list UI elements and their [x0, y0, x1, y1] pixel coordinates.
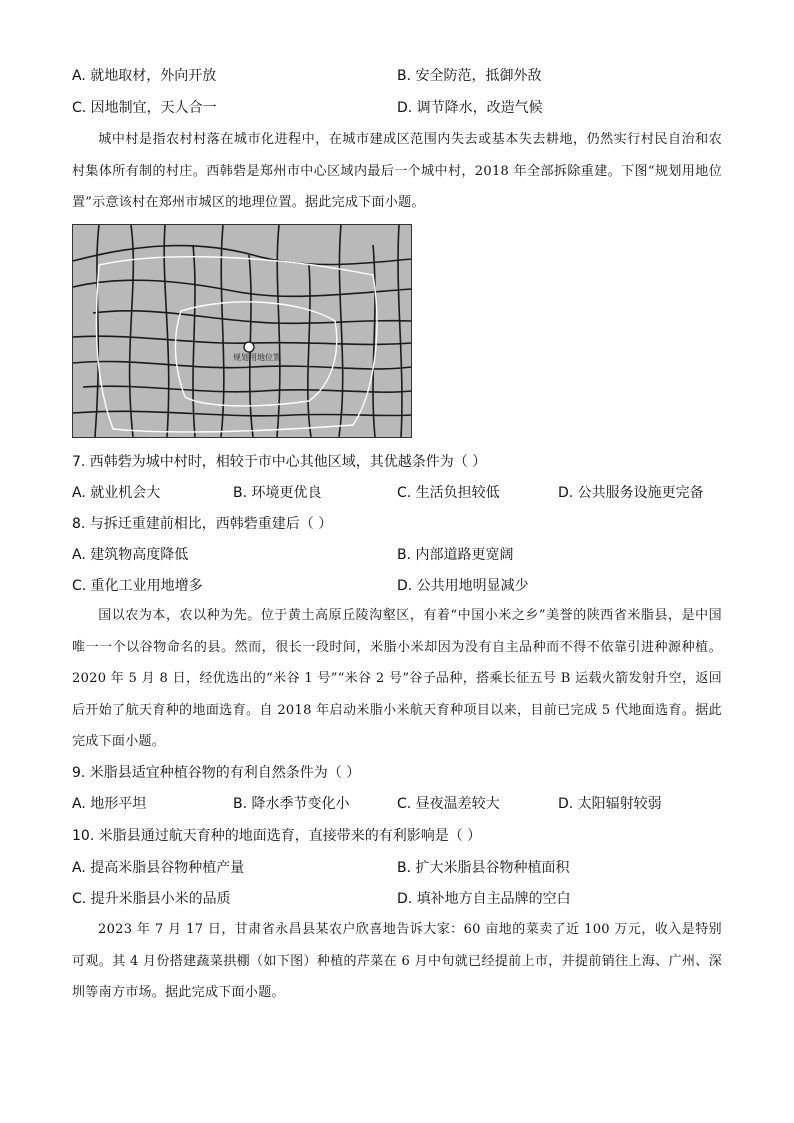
q10-option-d: D. 填补地方自主品牌的空白: [397, 891, 571, 907]
q7-option-b: B. 环境更优良: [233, 485, 322, 501]
q10-option-b: B. 扩大米脂县谷物种植面积: [397, 860, 570, 876]
q8-option-d: D. 公共用地明显减少: [397, 578, 529, 594]
q6-option-c: C. 因地制宜，天人合一: [72, 100, 217, 116]
road-network-svg: [73, 225, 411, 437]
q8-option-c: C. 重化工业用地增多: [72, 578, 203, 594]
passage-yongchang-vegetables: [72, 914, 722, 1009]
q7-option-c: C. 生活负担较低: [397, 485, 500, 501]
passage-mizhi-millet-text: 国以农为本，农以种为先。位于黄土高原丘陵沟壑区，有着“中国小米之乡”美誉的陕西省米脂县，是中国唯一一个以谷物命名的县。然而，很长一段时间，米脂小米却因为没有自主品种而不得不依靠引进种源种植。2020 年 5 月 8 日，经优选出的“米谷 1 号”“米谷 2 号”谷子品种，搭乘长征五号 B 运载火箭发射升空，返回后开始了航天育种的地面选育。自 2018 年启动米脂小米航天育种项目以来，目前已完成 5 代地面选育。据此完成下面小题。: [72, 608, 722, 749]
q8-option-b: B. 内部道路更宽阔: [397, 547, 514, 563]
q7-stem: 7. 西韩砦为城中村时，相较于市中心其他区域，其优越条件为（ ）: [72, 454, 487, 470]
q8-stem: 8. 与拆迁重建前相比，西韩砦重建后（ ）: [72, 516, 333, 532]
q6-option-b: B. 安全防范，抵御外敌: [397, 68, 542, 84]
q9-option-b: B. 降水季节变化小: [233, 796, 350, 812]
q6-option-d: D. 调节降水，改造气候: [397, 100, 543, 116]
planning-site-map: [72, 224, 412, 438]
passage-mizhi-millet: [72, 600, 722, 758]
q9-stem: 9. 米脂县适宜种植谷物的有利自然条件为（ ）: [72, 765, 361, 781]
map-site-label: 规划用地位置: [233, 353, 281, 362]
site-marker-icon: [244, 342, 254, 352]
q9-option-c: C. 昼夜温差较大: [397, 796, 500, 812]
passage-urban-village: [72, 124, 722, 219]
q8-option-a: A. 建筑物高度降低: [72, 547, 189, 563]
q9-option-d: D. 太阳辐射较弱: [558, 796, 662, 812]
q10-option-a: A. 提高米脂县谷物种植产量: [72, 860, 245, 876]
passage-urban-village-text: 城中村是指农村村落在城市化进程中，在城市建成区范围内失去或基本失去耕地，仍然实行村民自治和农村集体所有制的村庄。西韩砦是郑州市中心区域内最后一个城中村，2018 年全部拆除重建。下图“规划用地位置”示意该村在郑州市城区的地理位置。据此完成下面小题。: [72, 132, 722, 210]
q7-option-d: D. 公共服务设施更完备: [558, 485, 704, 501]
q10-stem: 10. 米脂县通过航天育种的地面选育，直接带来的有利影响是（ ）: [72, 828, 482, 844]
q9-option-a: A. 地形平坦: [72, 796, 147, 812]
q10-option-c: C. 提升米脂县小米的品质: [72, 891, 231, 907]
passage-yongchang-vegetables-text: 2023 年 7 月 17 日，甘肃省永昌县某农户欣喜地告诉大家：60 亩地的菜卖了近 100 万元，收入是特别可观。其 4 月份搭建蔬菜拱棚（如下图）种植的芹菜在 6 月中旬就已经提前上市，并提前销往上海、广州、深圳等南方市场。据此完成下面小题。: [72, 922, 722, 1000]
q6-option-a: A. 就地取材，外向开放: [72, 68, 217, 84]
q7-option-a: A. 就业机会大: [72, 485, 161, 501]
